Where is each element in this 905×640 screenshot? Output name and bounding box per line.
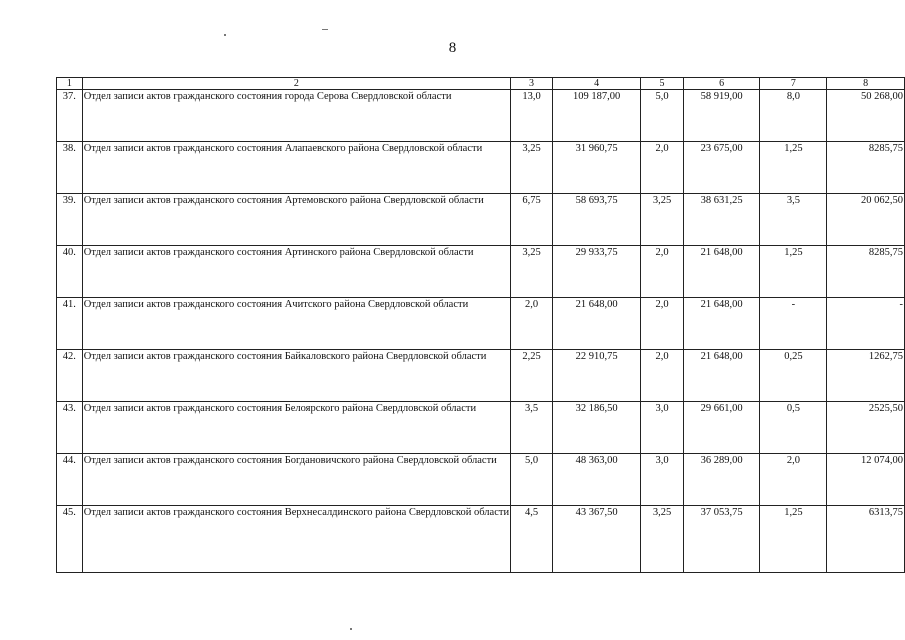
cell-col-6: 58 919,00 [683,90,760,142]
cell-col-3: 3,25 [511,142,553,194]
cell-col-5: 3,0 [641,454,683,506]
cell-col-4: 48 363,00 [553,454,641,506]
cell-col-5: 3,0 [641,402,683,454]
cell-col-6: 38 631,25 [683,194,760,246]
column-header: 7 [760,78,827,90]
table-row [57,402,905,454]
cell-col-4: 58 693,75 [553,194,641,246]
cell-col-4: 22 910,75 [553,350,641,402]
row-name: Отдел записи актов гражданского состояния Артинского района Свердловской области [82,246,510,298]
cell-col-8: 8285,75 [827,246,905,298]
column-header: 1 [57,78,83,90]
cell-col-6: 21 648,00 [683,298,760,350]
cell-col-6: 21 648,00 [683,246,760,298]
cell-col-5: 2,0 [641,298,683,350]
cell-col-8: 1262,75 [827,350,905,402]
table-header-row [57,78,905,90]
cell-col-7: 1,25 [760,246,827,298]
row-number: 41. [57,298,83,350]
table-row [57,246,905,298]
row-number: 38. [57,142,83,194]
cell-col-8: - [827,298,905,350]
row-name: Отдел записи актов гражданского состояния Белоярского района Свердловской области [82,402,510,454]
cell-col-3: 3,25 [511,246,553,298]
page-number: 8 [448,40,457,56]
cell-col-3: 2,0 [511,298,553,350]
cell-col-7: 1,25 [760,506,827,573]
cell-col-5: 2,0 [641,350,683,402]
table-row [57,142,905,194]
cell-col-7: 3,5 [760,194,827,246]
cell-col-5: 5,0 [641,90,683,142]
column-header: 2 [82,78,510,90]
cell-col-4: 109 187,00 [553,90,641,142]
cell-col-4: 43 367,50 [553,506,641,573]
cell-col-6: 37 053,75 [683,506,760,573]
row-number: 43. [57,402,83,454]
cell-col-6: 29 661,00 [683,402,760,454]
cell-col-6: 36 289,00 [683,454,760,506]
row-number: 39. [57,194,83,246]
cell-col-4: 32 186,50 [553,402,641,454]
column-header: 4 [553,78,641,90]
cell-col-4: 21 648,00 [553,298,641,350]
cell-col-3: 3,5 [511,402,553,454]
row-name: Отдел записи актов гражданского состояния города Серова Свердловской области [82,90,510,142]
row-name: Отдел записи актов гражданского состояния Ачитского района Свердловской области [82,298,510,350]
cell-col-8: 12 074,00 [827,454,905,506]
row-name: Отдел записи актов гражданского состояния Артемовского района Свердловской области [82,194,510,246]
column-header: 3 [511,78,553,90]
cell-col-8: 8285,75 [827,142,905,194]
cell-col-7: - [760,298,827,350]
cell-col-5: 3,25 [641,506,683,573]
cell-col-4: 31 960,75 [553,142,641,194]
row-number: 44. [57,454,83,506]
cell-col-5: 2,0 [641,142,683,194]
row-number: 45. [57,506,83,573]
cell-col-8: 50 268,00 [827,90,905,142]
table-row [57,350,905,402]
cell-col-7: 1,25 [760,142,827,194]
cell-col-3: 4,5 [511,506,553,573]
cell-col-8: 20 062,50 [827,194,905,246]
cell-col-6: 23 675,00 [683,142,760,194]
cell-col-3: 2,25 [511,350,553,402]
table-row [57,90,905,142]
cell-col-7: 0,5 [760,402,827,454]
row-number: 37. [57,90,83,142]
table-row [57,298,905,350]
cell-col-7: 2,0 [760,454,827,506]
data-table [56,77,905,573]
cell-col-8: 2525,50 [827,402,905,454]
cell-col-5: 3,25 [641,194,683,246]
column-header: 8 [827,78,905,90]
table-row [57,194,905,246]
table-row [57,454,905,506]
row-name: Отдел записи актов гражданского состояния Байкаловского района Свердловской области [82,350,510,402]
row-number: 42. [57,350,83,402]
cell-col-6: 21 648,00 [683,350,760,402]
column-header: 6 [683,78,760,90]
column-header: 5 [641,78,683,90]
cell-col-3: 5,0 [511,454,553,506]
cell-col-5: 2,0 [641,246,683,298]
cell-col-7: 0,25 [760,350,827,402]
table-row [57,506,905,573]
cell-col-4: 29 933,75 [553,246,641,298]
cell-col-3: 6,75 [511,194,553,246]
row-number: 40. [57,246,83,298]
cell-col-3: 13,0 [511,90,553,142]
row-name: Отдел записи актов гражданского состояния Алапаевского района Свердловской области [82,142,510,194]
row-name: Отдел записи актов гражданского состояния Верхнесалдинского района Свердловской области [82,506,510,573]
cell-col-8: 6313,75 [827,506,905,573]
cell-col-7: 8,0 [760,90,827,142]
row-name: Отдел записи актов гражданского состояния Богдановичского района Свердловской области [82,454,510,506]
